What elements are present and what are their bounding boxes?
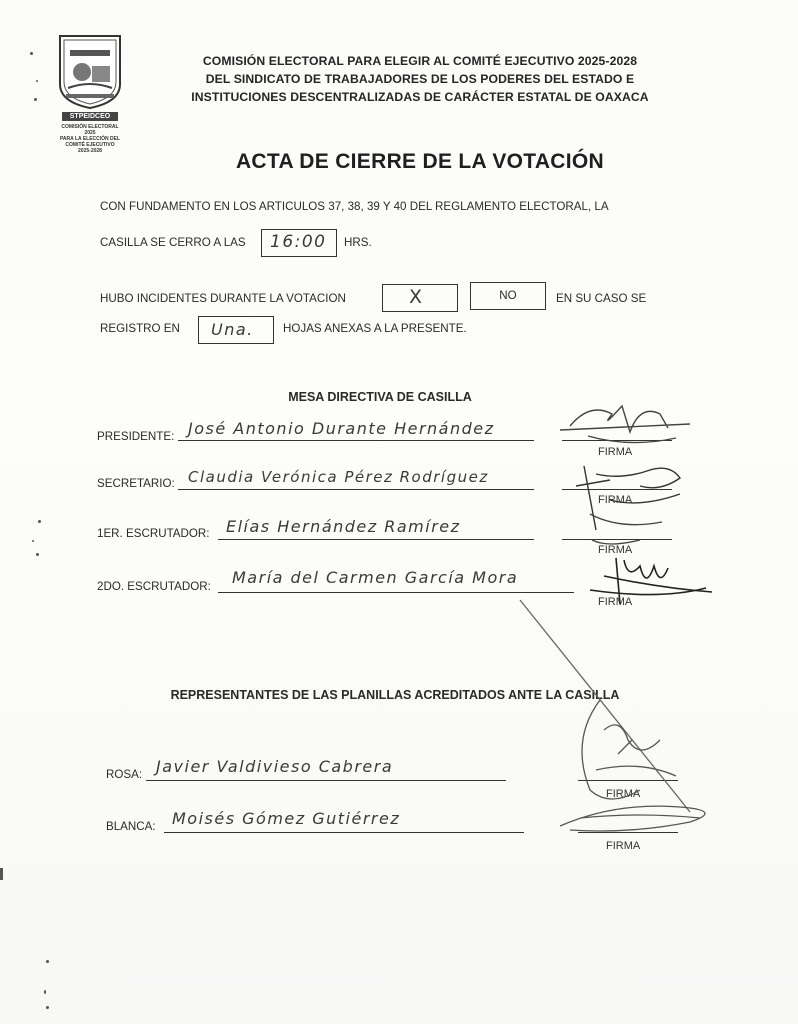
- signature-icon: [560, 806, 705, 831]
- signature-icon: [590, 514, 662, 544]
- mesa-name[interactable]: María del Carmen García Mora: [232, 568, 519, 587]
- logo-org: STPEIDCEO: [69, 113, 111, 120]
- firma-label: FIRMA: [606, 788, 641, 800]
- signature-icon: [576, 466, 680, 530]
- incidents-label: HUBO INCIDENTES DURANTE LA VOTACION: [100, 292, 346, 305]
- representantes-heading: REPRESENTANTES DE LAS PLANILLAS ACREDITADOS ANTE LA CASILLA: [170, 688, 620, 702]
- logo-caption: COMISIÓN ELECTORAL 2025 PARA LA ELECCIÓN DEL COMITÉ EJECUTIVO 2025-2028: [59, 124, 121, 154]
- mesa-name[interactable]: Elías Hernández Ramírez: [226, 517, 461, 536]
- incidents-yes-mark: X: [409, 286, 423, 308]
- mesa-name[interactable]: Claudia Verónica Pérez Rodríguez: [188, 468, 489, 486]
- registro-label: REGISTRO EN: [100, 322, 180, 335]
- signature-icon: [582, 700, 676, 799]
- header-line: INSTITUCIONES DESCENTRALIZADAS DE CARÁCTER ESTATAL DE OAXACA: [191, 90, 649, 104]
- closing-time-value: 16:00: [270, 232, 327, 252]
- mesa-heading: MESA DIRECTIVA DE CASILLA: [288, 390, 472, 404]
- firma-label: FIRMA: [598, 494, 633, 506]
- firma-label: FIRMA: [598, 544, 633, 556]
- signature-icon: [590, 558, 712, 604]
- firma-label: FIRMA: [606, 840, 641, 852]
- document-title: ACTA DE CIERRE DE LA VOTACIÓN: [235, 150, 605, 173]
- signature-icon: [560, 406, 690, 443]
- header-line: COMISIÓN ELECTORAL PARA ELEGIR AL COMITÉ EJECUTIVO 2025-2028: [202, 54, 638, 68]
- sheets-value: Una.: [211, 320, 254, 339]
- incidents-no-label: NO: [499, 289, 517, 302]
- incidents-suffix: EN SU CASO SE: [556, 292, 647, 305]
- rep-name[interactable]: Moisés Gómez Gutiérrez: [172, 809, 401, 828]
- mesa-role: 1ER. ESCRUTADOR:: [97, 527, 210, 540]
- header-line: DEL SINDICATO DE TRABAJADORES DE LOS PODERES DEL ESTADO E: [205, 72, 635, 86]
- diagonal-strike-line: [520, 600, 690, 812]
- rep-role: BLANCA:: [106, 820, 156, 833]
- closing-line-2-prefix: CASILLA SE CERRO A LAS: [100, 236, 246, 249]
- closing-line-2-suffix: HRS.: [344, 236, 372, 249]
- closing-line-1: CON FUNDAMENTO EN LOS ARTICULOS 37, 38, 39 Y 40 DEL REGLAMENTO ELECTORAL, LA: [100, 200, 609, 213]
- firma-label: FIRMA: [598, 446, 633, 458]
- mesa-role: SECRETARIO:: [97, 477, 175, 490]
- mesa-role: 2DO. ESCRUTADOR:: [97, 580, 211, 593]
- firma-label: FIRMA: [598, 596, 633, 608]
- sheets-suffix: HOJAS ANEXAS A LA PRESENTE.: [283, 322, 467, 335]
- rep-name[interactable]: Javier Valdivieso Cabrera: [156, 757, 394, 776]
- mesa-name[interactable]: José Antonio Durante Hernández: [188, 419, 495, 438]
- mesa-role: PRESIDENTE:: [97, 430, 175, 443]
- rep-role: ROSA:: [106, 768, 143, 781]
